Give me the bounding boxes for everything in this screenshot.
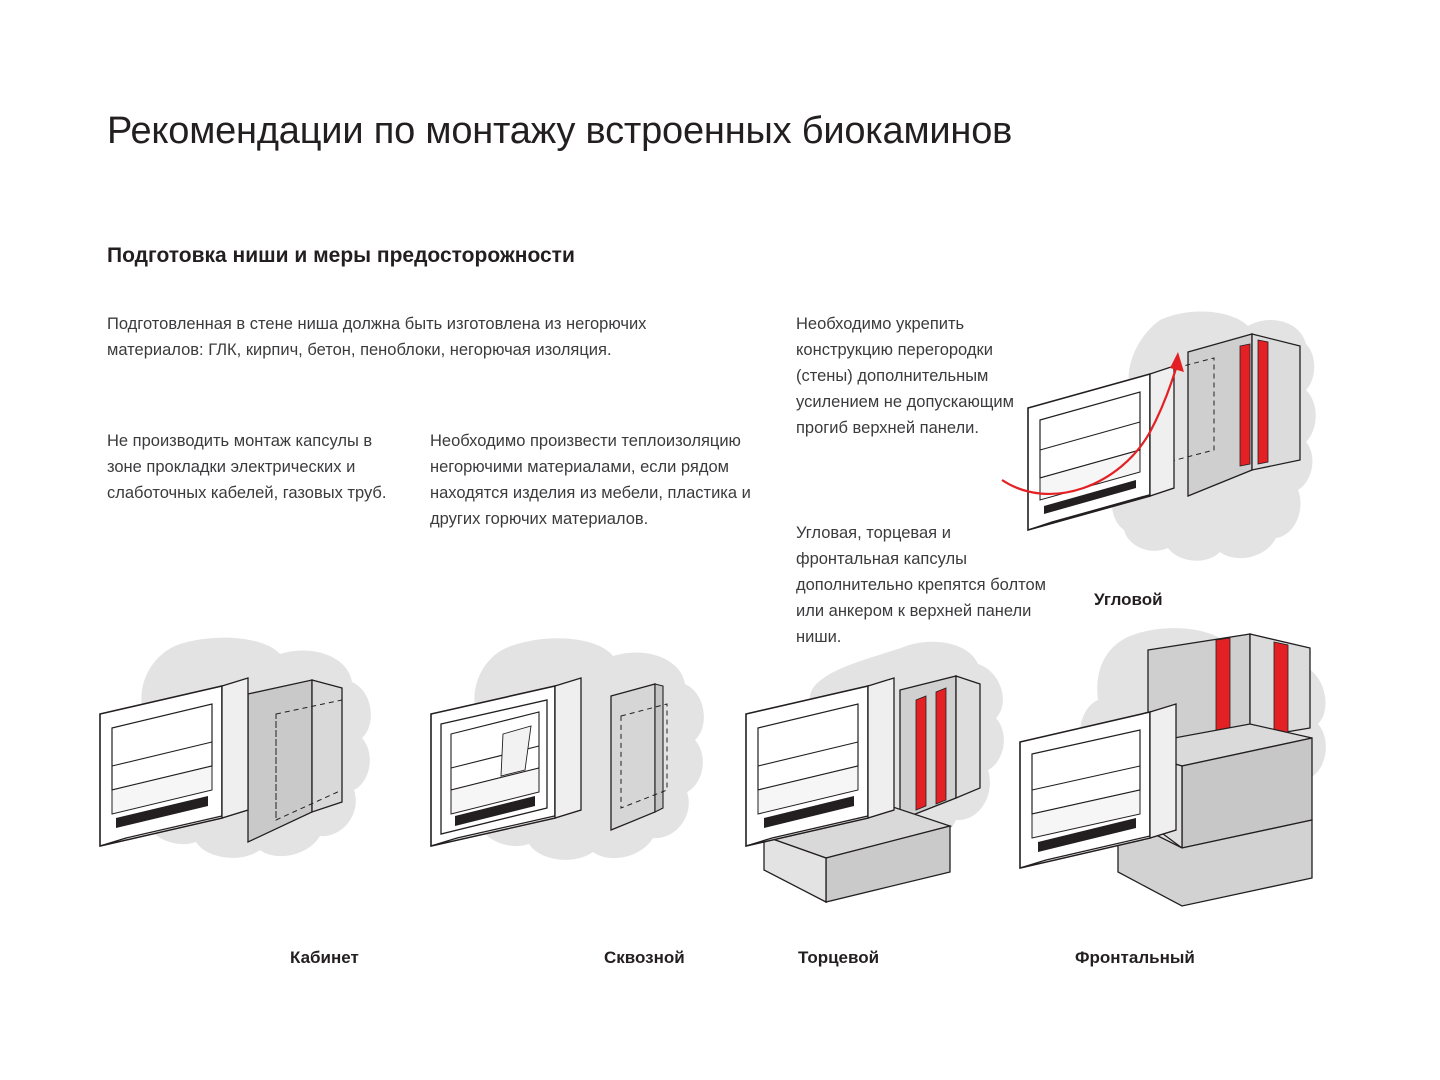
paragraph-thermal-insulation: Необходимо произвести теплоизоляцию негорючими материалами, если рядом находятся изделия из мебели, пластика и других горючих материалов. <box>430 432 751 528</box>
section-heading: Подготовка ниши и меры предосторожности <box>107 244 575 267</box>
figure-front-capsule <box>1000 620 1360 940</box>
figure-through-capsule <box>415 630 745 930</box>
page-title: Рекомендации по монтажу встроенных биокаминов <box>107 110 1013 152</box>
paragraph-no-cables-zone: Не производить монтаж капсулы в зоне прокладки электрических и слаботочных кабелей, газовых труб. <box>107 432 387 502</box>
caption-corner: Угловой <box>1094 590 1163 609</box>
paragraph-extra-fastening: Угловая, торцевая и фронтальная капсулы дополнительно крепятся болтом или анкером к верхней панели ниши. <box>796 524 1046 646</box>
caption-front: Фронтальный <box>1075 948 1195 967</box>
caption-through: Сквозной <box>604 948 685 967</box>
figure-end-capsule <box>730 630 1030 930</box>
paragraph-reinforce-partition: Необходимо укрепить конструкцию перегородки (стены) дополнительным усилением не допускающим прогиб верхней панели. <box>796 315 1014 437</box>
figure-cabinet-capsule <box>80 630 410 930</box>
caption-cabinet: Кабинет <box>290 948 359 967</box>
caption-end: Торцевой <box>798 948 880 967</box>
paragraph-niche-materials: Подготовленная в стене ниша должна быть изготовлена из негорючих материалов: ГЛК, кирпич, бетон, пеноблоки, негорючая изоляция. <box>107 315 647 359</box>
figure-corner-capsule <box>1000 300 1330 600</box>
